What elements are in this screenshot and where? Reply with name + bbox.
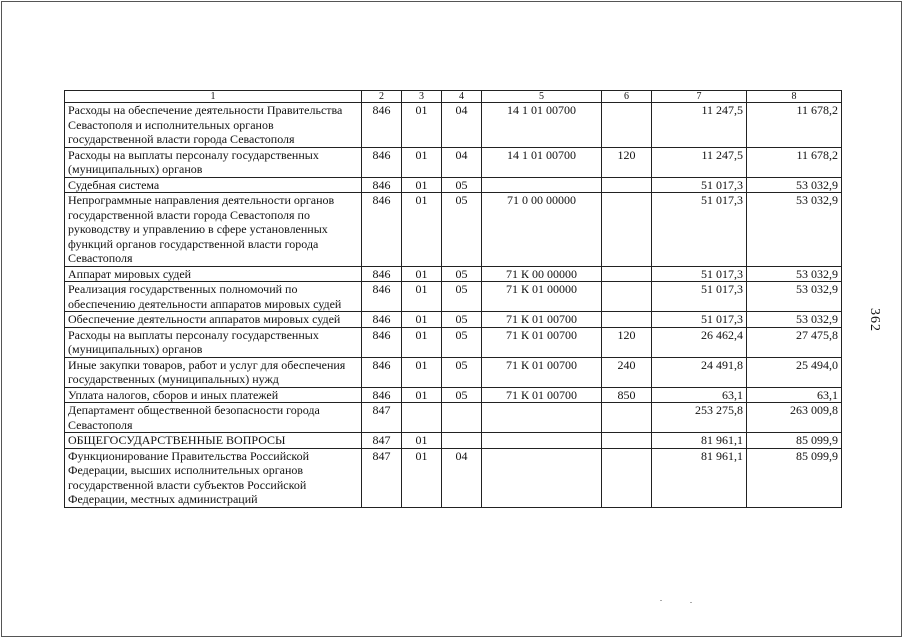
cell-section: 01 xyxy=(402,177,442,193)
cell-amount-year2: 63,1 xyxy=(747,387,842,403)
cell-amount-year1: 11 247,5 xyxy=(652,147,747,177)
cell-amount-year1: 24 491,8 xyxy=(652,357,747,387)
table-row xyxy=(65,327,842,357)
table-row xyxy=(65,448,842,507)
cell-target-article xyxy=(482,403,602,433)
table-row xyxy=(65,266,842,282)
cell-expense-type xyxy=(602,433,652,449)
cell-name: Непрограммные направления деятельности органов государственной власти города Севастополя по руководству и управлению в сфере установленных функций органов государственной власти города Севастополя xyxy=(65,193,362,267)
table-row xyxy=(65,103,842,148)
cell-section: 01 xyxy=(402,357,442,387)
cell-amount-year2: 85 099,9 xyxy=(747,433,842,449)
cell-ministry-code: 846 xyxy=(362,103,402,148)
cell-target-article: 71 К 01 00000 xyxy=(482,282,602,312)
cell-expense-type: 850 xyxy=(602,387,652,403)
cell-name: Реализация государственных полномочий по обеспечению деятельности аппаратов мировых судей xyxy=(65,282,362,312)
cell-expense-type: 240 xyxy=(602,357,652,387)
cell-subsection: 04 xyxy=(442,147,482,177)
cell-amount-year2: 53 032,9 xyxy=(747,312,842,328)
cell-target-article: 71 К 00 00000 xyxy=(482,266,602,282)
cell-amount-year1: 51 017,3 xyxy=(652,266,747,282)
cell-subsection: 04 xyxy=(442,448,482,507)
header-cell-4: 4 xyxy=(442,91,482,103)
cell-subsection: 04 xyxy=(442,103,482,148)
header-cell-8: 8 xyxy=(747,91,842,103)
cell-name: Иные закупки товаров, работ и услуг для обеспечения государственных (муниципальных) нужд xyxy=(65,357,362,387)
cell-expense-type xyxy=(602,403,652,433)
table-row xyxy=(65,433,842,449)
table-row xyxy=(65,312,842,328)
cell-name: Функционирование Правительства Российской Федерации, высших исполнительных органов государственной власти субъектов Российской Федерации, местных администраций xyxy=(65,448,362,507)
table-row xyxy=(65,403,842,433)
cell-expense-type xyxy=(602,282,652,312)
cell-expense-type xyxy=(602,177,652,193)
cell-subsection: 05 xyxy=(442,387,482,403)
cell-amount-year2: 53 032,9 xyxy=(747,193,842,267)
cell-subsection: 05 xyxy=(442,312,482,328)
scan-speck xyxy=(690,602,692,603)
budget-table xyxy=(64,90,842,508)
cell-expense-type xyxy=(602,103,652,148)
cell-section: 01 xyxy=(402,448,442,507)
cell-name: Расходы на выплаты персоналу государственных (муниципальных) органов xyxy=(65,327,362,357)
cell-ministry-code: 847 xyxy=(362,433,402,449)
cell-ministry-code: 846 xyxy=(362,357,402,387)
cell-target-article xyxy=(482,433,602,449)
cell-ministry-code: 846 xyxy=(362,327,402,357)
cell-name: Расходы на обеспечение деятельности Правительства Севастополя и исполнительных органов государственной власти города Севастополя xyxy=(65,103,362,148)
cell-amount-year1: 51 017,3 xyxy=(652,193,747,267)
cell-amount-year1: 51 017,3 xyxy=(652,282,747,312)
cell-subsection xyxy=(442,433,482,449)
header-cell-5: 5 xyxy=(482,91,602,103)
header-cell-3: 3 xyxy=(402,91,442,103)
cell-ministry-code: 847 xyxy=(362,448,402,507)
cell-name: Аппарат мировых судей xyxy=(65,266,362,282)
cell-name: Департамент общественной безопасности города Севастополя xyxy=(65,403,362,433)
cell-target-article: 14 1 01 00700 xyxy=(482,103,602,148)
cell-amount-year1: 81 961,1 xyxy=(652,433,747,449)
cell-section: 01 xyxy=(402,282,442,312)
cell-ministry-code: 846 xyxy=(362,387,402,403)
cell-ministry-code: 847 xyxy=(362,403,402,433)
cell-amount-year2: 25 494,0 xyxy=(747,357,842,387)
cell-amount-year2: 53 032,9 xyxy=(747,266,842,282)
cell-section: 01 xyxy=(402,312,442,328)
table-row xyxy=(65,193,842,267)
cell-expense-type: 120 xyxy=(602,147,652,177)
cell-target-article xyxy=(482,177,602,193)
header-cell-1: 1 xyxy=(65,91,362,103)
cell-section: 01 xyxy=(402,327,442,357)
cell-ministry-code: 846 xyxy=(362,312,402,328)
cell-amount-year2: 11 678,2 xyxy=(747,103,842,148)
cell-section: 01 xyxy=(402,103,442,148)
cell-name: ОБЩЕГОСУДАРСТВЕННЫЕ ВОПРОСЫ xyxy=(65,433,362,449)
cell-subsection: 05 xyxy=(442,357,482,387)
scan-speck xyxy=(660,600,662,601)
cell-target-article: 71 К 01 00700 xyxy=(482,357,602,387)
cell-target-article: 71 К 01 00700 xyxy=(482,387,602,403)
table-row xyxy=(65,177,842,193)
header-row xyxy=(65,91,842,103)
cell-section: 01 xyxy=(402,193,442,267)
cell-target-article: 71 0 00 00000 xyxy=(482,193,602,267)
cell-amount-year2: 11 678,2 xyxy=(747,147,842,177)
cell-amount-year2: 53 032,9 xyxy=(747,282,842,312)
cell-expense-type xyxy=(602,312,652,328)
cell-subsection: 05 xyxy=(442,282,482,312)
cell-amount-year1: 81 961,1 xyxy=(652,448,747,507)
cell-section: 01 xyxy=(402,387,442,403)
cell-amount-year2: 53 032,9 xyxy=(747,177,842,193)
cell-expense-type: 120 xyxy=(602,327,652,357)
cell-name: Обеспечение деятельности аппаратов мировых судей xyxy=(65,312,362,328)
cell-amount-year1: 51 017,3 xyxy=(652,312,747,328)
cell-amount-year2: 263 009,8 xyxy=(747,403,842,433)
cell-section xyxy=(402,403,442,433)
cell-amount-year1: 26 462,4 xyxy=(652,327,747,357)
cell-name: Расходы на выплаты персоналу государственных (муниципальных) органов xyxy=(65,147,362,177)
cell-amount-year2: 27 475,8 xyxy=(747,327,842,357)
cell-expense-type xyxy=(602,266,652,282)
cell-expense-type xyxy=(602,193,652,267)
cell-target-article: 71 К 01 00700 xyxy=(482,312,602,328)
cell-ministry-code: 846 xyxy=(362,193,402,267)
cell-amount-year2: 85 099,9 xyxy=(747,448,842,507)
cell-subsection: 05 xyxy=(442,193,482,267)
header-cell-7: 7 xyxy=(652,91,747,103)
cell-amount-year1: 11 247,5 xyxy=(652,103,747,148)
cell-amount-year1: 253 275,8 xyxy=(652,403,747,433)
cell-section: 01 xyxy=(402,433,442,449)
cell-ministry-code: 846 xyxy=(362,266,402,282)
cell-name: Уплата налогов, сборов и иных платежей xyxy=(65,387,362,403)
cell-section: 01 xyxy=(402,266,442,282)
cell-target-article xyxy=(482,448,602,507)
table-row xyxy=(65,387,842,403)
table-row xyxy=(65,282,842,312)
cell-amount-year1: 63,1 xyxy=(652,387,747,403)
cell-expense-type xyxy=(602,448,652,507)
cell-subsection xyxy=(442,403,482,433)
header-cell-2: 2 xyxy=(362,91,402,103)
page-number: 362 xyxy=(867,308,882,332)
cell-name: Судебная система xyxy=(65,177,362,193)
header-cell-6: 6 xyxy=(602,91,652,103)
cell-amount-year1: 51 017,3 xyxy=(652,177,747,193)
table-row xyxy=(65,147,842,177)
cell-ministry-code: 846 xyxy=(362,282,402,312)
cell-subsection: 05 xyxy=(442,177,482,193)
cell-ministry-code: 846 xyxy=(362,177,402,193)
cell-subsection: 05 xyxy=(442,327,482,357)
cell-target-article: 14 1 01 00700 xyxy=(482,147,602,177)
cell-subsection: 05 xyxy=(442,266,482,282)
cell-ministry-code: 846 xyxy=(362,147,402,177)
cell-target-article: 71 К 01 00700 xyxy=(482,327,602,357)
cell-section: 01 xyxy=(402,147,442,177)
table-row xyxy=(65,357,842,387)
